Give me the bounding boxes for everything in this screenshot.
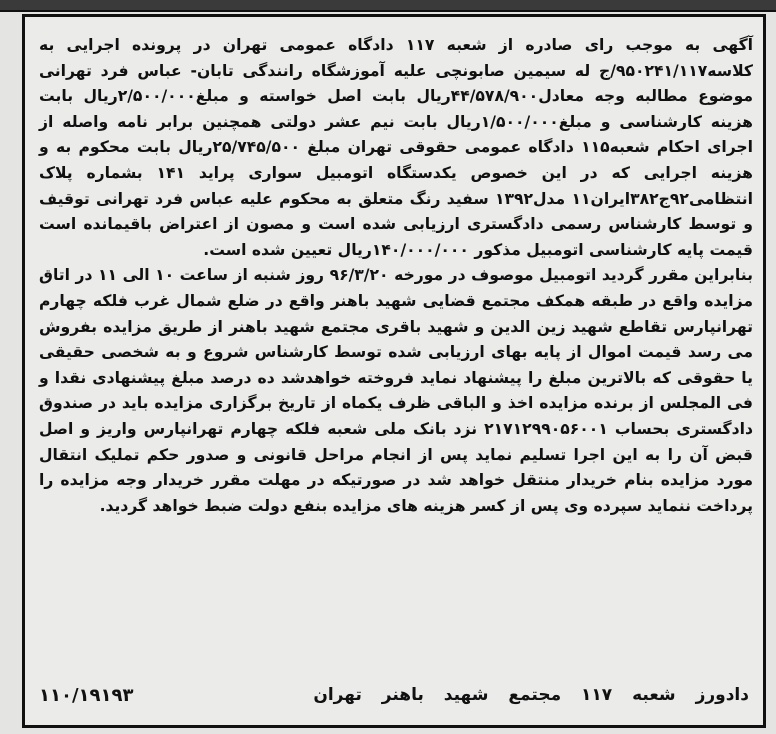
cut-off-top-strip — [0, 0, 776, 12]
notice-reference-number: ۱۱۰/۱۹۱۹۳ — [39, 684, 134, 706]
notice-body — [39, 33, 753, 519]
issuer-signature: دادورز شعبه ۱۱۷ مجتمع شهید باهنر تهران — [313, 685, 749, 705]
notice-footer — [39, 679, 749, 711]
notice-frame — [22, 14, 766, 728]
notice-paragraph-1: آگهی به موجب رای صادره از شعبه ۱۱۷ دادگاه عمومی تهران در پرونده اجرایی به کلاسه۹۵۰۲۴۱/۱۱۷/ج له سیمین صابونچی علیه آموزشگاه رانندگی تابان- عباس فرد تهرانی موضوع مطالبه وجه معادل۴۴/۵۷۸/۹۰۰ریال بابت اصل خواسته و مبلغ۲/۵۰۰/۰۰۰ریال بابت هزینه کارشناسی و مبلغ۱/۵۰۰/۰۰۰ریال بابت نیم عشر دولتی همچنین برابر نامه واصله از اجرای احکام شعبه۱۱۵ دادگاه عمومی حقوقی تهران مبلغ ۲۵/۷۴۵/۵۰۰ریال بابت محکوم به و هزینه اجرایی که در این خصوص یکدستگاه اتومبیل سواری پراید ۱۴۱ بشماره پلاک انتظامی۹۲ج۳۸۲ایران۱۱ مدل۱۳۹۲ سفید رنگ متعلق به محکوم علیه عباس فرد تهرانی توقیف و توسط کارشناس رسمی دادگستری ارزیابی شده است و مصون از اعتراض باقیمانده است قیمت پایه کارشناسی اتومبیل مذکور ۱۴۰/۰۰۰/۰۰۰ریال تعیین شده است. — [39, 36, 753, 259]
notice-paragraph-2: بنابراین مقرر گردید اتومبیل موصوف در مورخه ۹۶/۳/۲۰ روز شنبه از ساعت ۱۰ الی ۱۱ در اتاق مزایده واقع در طبقه همکف مجتمع قضایی شهید باهنر واقع در ضلع شمال غرب فلکه چهارم تهرانپارس تقاطع شهید زین الدین و شهید باقری مجتمع شهید باهنر از طریق مزایده بفروش می رسد قیمت اموال از پایه بهای ارزیابی شده توسط کارشناس شروع و به شخصی حقیقی یا حقوقی که بالاترین مبلغ را پیشنهاد نماید فروخته خواهدشد ده درصد مبلغ پیشنهادی نقدا و فی المجلس از برنده مزایده اخذ و الباقی ظرف یکماه از تاریخ برگزاری مزایده باید در صندوق دادگستری بحساب ۲۱۷۱۲۹۹۰۵۶۰۰۱ نزد بانک ملی شعبه فلکه چهارم تهرانپارس واریز و اصل قبض آن را به این اجرا تسلیم نماید پس از انجام مراحل قانونی و صدور حکم تملیک انتقال مورد مزایده بنام خریدار منتقل خواهد شد در صورتیکه در مهلت مقرر خریدار وجه مزایده را پرداخت ننماید سپرده وی پس از کسر هزینه های مزایده بنفع دولت ضبط خواهد گردید. — [39, 266, 753, 515]
